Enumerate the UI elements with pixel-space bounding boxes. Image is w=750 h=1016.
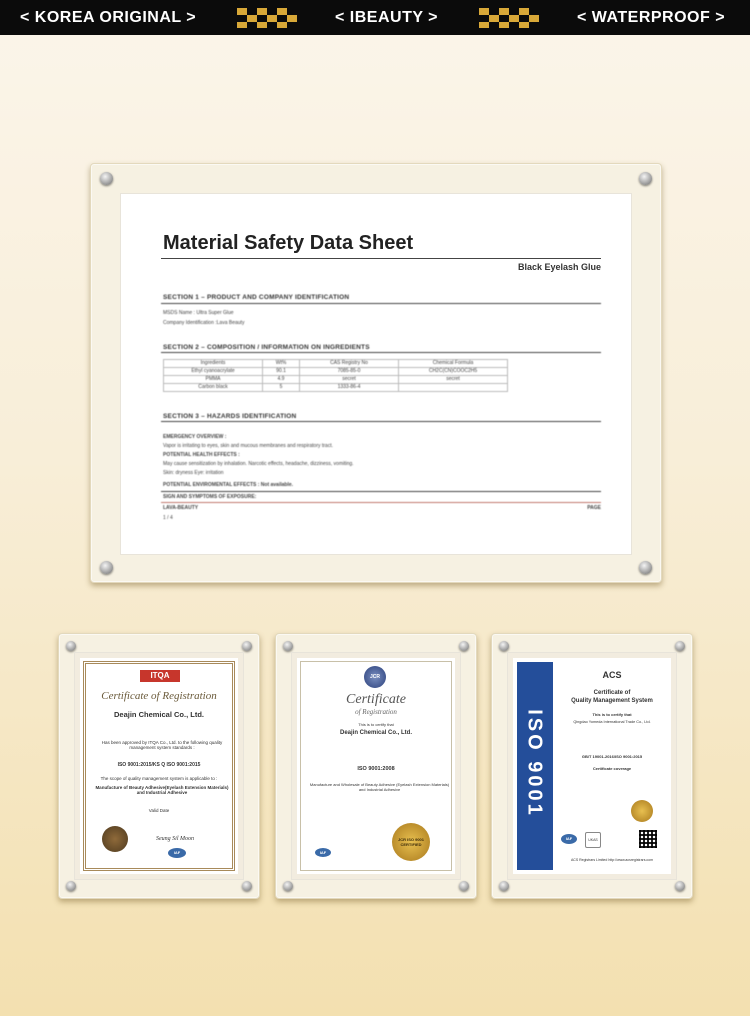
table-cell: 90.1 — [263, 368, 300, 376]
acs-logo: ACS — [602, 670, 622, 680]
cert2-company: Deajin Chemical Co., Ltd. — [339, 730, 412, 736]
qr-code-icon — [639, 830, 657, 848]
iaf-badge-icon: IAF — [315, 848, 331, 857]
table-header-cell: CAS Registry No — [300, 360, 399, 368]
screw-icon — [639, 172, 652, 185]
screw-icon — [242, 641, 252, 651]
cert1-heading: Certificate of Registration — [101, 690, 217, 702]
section-3-heading: SECTION 3 – HAZARDS IDENTIFICATION — [163, 413, 297, 420]
table-header-cell: Wt% — [263, 360, 300, 368]
footer-page-label: PAGE — [587, 505, 601, 511]
iaf-badge-icon: IAF — [561, 834, 577, 844]
cert2-scope: Manufacture and Wholesale of Beauty Adhesive (Eyelash Extension Materials) and Industrial Adhesive — [309, 782, 450, 792]
table-row — [164, 368, 508, 376]
cert3-company: Qingdao Yomeda International Trade Co., Ltd. — [573, 720, 651, 724]
screw-icon — [675, 881, 685, 891]
banner-ibeauty: < IBEAUTY > — [335, 9, 439, 26]
iaf-badge-icon: IAF — [168, 848, 186, 858]
table-header-cell: Ingredients — [164, 360, 263, 368]
screw-icon — [100, 561, 113, 574]
screw-icon — [675, 641, 685, 651]
table-cell: CH2C(CN)COOC2H5 — [399, 368, 508, 376]
footer-page-number: 1 / 4 — [163, 515, 173, 521]
banner-waterproof: < WATERPROOF > — [577, 9, 726, 26]
screw-icon — [499, 641, 509, 651]
iso-9001-side-text: ISO 9001 — [523, 709, 546, 818]
cert3-website: http://www.acsregistrars.com — [608, 858, 654, 862]
screw-icon — [242, 881, 252, 891]
table-cell: 5 — [263, 384, 300, 392]
jcr-seal-icon: JCR ISO 9001 CERTIFIED — [392, 823, 430, 861]
cert3-heading-2: Quality Management System — [571, 698, 653, 704]
certificate-frame-itqa — [58, 633, 260, 899]
cert2-subheading: of Registration — [355, 708, 397, 716]
checker-pattern-right — [479, 8, 539, 28]
footer-brand: LAVA-BEAUTY — [163, 505, 199, 511]
cert1-valid: Valid Date — [148, 808, 170, 813]
table-row — [164, 384, 508, 392]
screw-icon — [66, 641, 76, 651]
screw-icon — [100, 172, 113, 185]
msds-title: Material Safety Data Sheet — [163, 232, 414, 254]
jcr-logo-icon: JCR — [364, 666, 386, 688]
cert1-approved: Has been approved by ITQA Co., Ltd. to the following quality management system standards : — [101, 740, 223, 750]
screw-icon — [459, 881, 469, 891]
section-1-heading: SECTION 1 – PRODUCT AND COMPANY IDENTIFICATION — [163, 294, 350, 301]
cert3-certify: This is to certify that — [592, 712, 632, 717]
table-cell: 7085-85-0 — [300, 368, 399, 376]
skin-eye-text: Skin: dryness Eye: irritation — [163, 470, 224, 476]
table-cell — [399, 384, 508, 392]
environmental-effects-text: POTENTIAL ENVIROMENTAL EFFECTS : Not available. — [163, 482, 294, 488]
certificate-acs — [508, 653, 676, 879]
cert2-heading: Certificate — [346, 692, 406, 707]
table-cell: 4.9 — [263, 376, 300, 384]
screw-icon — [639, 561, 652, 574]
cert3-registrar: ACS Registrars Limited — [570, 858, 608, 862]
table-cell: secret — [399, 376, 508, 384]
table-cell: secret — [300, 376, 399, 384]
msds-document — [121, 194, 631, 554]
certificate-frame-jcr — [275, 633, 477, 899]
screw-icon — [499, 881, 509, 891]
emergency-overview-text: Vapor is irritating to eyes, skin and mucous membranes and respiratory tract. — [163, 443, 333, 449]
cert1-standard: ISO 9001:2015/KS Q ISO 9001:2015 — [117, 762, 201, 768]
health-effects-label: POTENTIAL HEALTH EFFECTS : — [163, 452, 240, 458]
table-cell: 1333-86-4 — [300, 384, 399, 392]
table-row — [164, 376, 508, 384]
itqa-logo: ITQA — [140, 670, 180, 682]
cert1-scope: Manufacture of Beauty Adhesive(Eyelash Extension Materials) and Industrial Adhesive — [95, 785, 229, 795]
cert1-scope-intro: The scope of quality management system is applicable to : — [100, 776, 218, 781]
table-cell: Carbon black — [164, 384, 263, 392]
signs-symptoms-label: SIGN AND SYMPTOMS OF EXPOSURE: — [163, 494, 257, 500]
cert2-intro: This is to certify that — [358, 722, 394, 727]
table-header-row — [164, 360, 508, 368]
certificate-jcr — [292, 653, 460, 879]
cert2-standard: ISO 9001:2008 — [357, 766, 395, 772]
table-header-cell: Chemical Formula — [399, 360, 508, 368]
table-cell: Ethyl cyanoacrylate — [164, 368, 263, 376]
screw-icon — [283, 641, 293, 651]
msds-name-text: MSDS Name : Ultra Super Glue — [163, 310, 234, 316]
cert3-standard: GB/T 19001-2016/ISO 9001:2015 — [581, 754, 643, 759]
company-identification-text: Company Identification :Lava Beauty — [163, 320, 245, 326]
cert1-company: Deajin Chemical Co., Ltd. — [113, 710, 204, 719]
checker-pattern-left — [237, 8, 297, 28]
ingredients-table — [163, 359, 508, 392]
banner-korea-original: < KOREA ORIGINAL > — [20, 9, 197, 26]
cert3-heading-1: Certificate of — [593, 690, 631, 696]
screw-icon — [459, 641, 469, 651]
certificate-frame-acs — [491, 633, 693, 899]
top-banner — [0, 0, 750, 35]
ukas-badge-icon: UKAS — [585, 832, 601, 848]
iso-side-band — [517, 662, 553, 870]
cert3-coverage: Certificate coverage — [592, 766, 632, 771]
cert1-signature: Seung Sil Moon — [156, 836, 194, 842]
certificate-itqa — [75, 653, 243, 879]
msds-frame — [90, 163, 662, 583]
screw-icon — [66, 881, 76, 891]
msds-subtitle: Black Eyelash Glue — [517, 262, 601, 272]
acs-seal-icon — [631, 800, 653, 822]
table-cell: PMMA — [164, 376, 263, 384]
health-effects-text: May cause sensitization by inhalation. Narcotic effects, headache, dizziness, vomiting. — [163, 461, 354, 467]
screw-icon — [283, 881, 293, 891]
section-2-heading: SECTION 2 – COMPOSITION / INFORMATION ON INGREDIENTS — [163, 344, 370, 351]
emergency-overview-label: EMERGENCY OVERVIEW : — [163, 434, 227, 440]
